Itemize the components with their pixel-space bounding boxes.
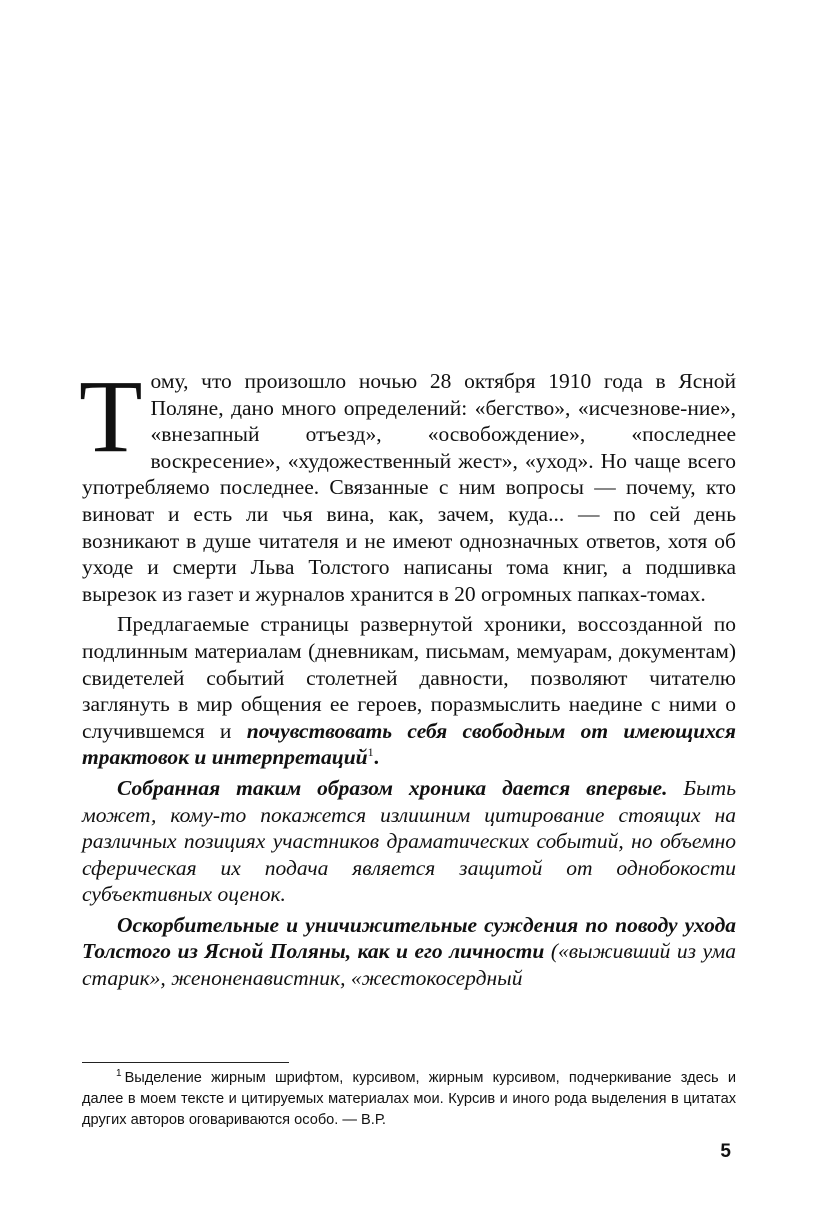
paragraph-1-text: ому, что произошло ночью 28 октября 1910 года в Ясной Поляне, дано много определений: «бегство», «исчезнове-ние», «внезапный отъезд», «освобождение», «последнее воскресение», «художественный жест», «уход». Но чаще всего употребляемо последнее. Связанные с ним вопросы — почему, кто виноват и есть ли чья вина, как, зачем, куда... — по сей день возникают в душе читателя и не имеют однозначных ответов, хотя об уходе и смерти Льва Толстого написаны тома книг, а подшивка вырезок из газет и журналов хранится в 20 огромных папках-томах.: [82, 369, 736, 606]
paragraph-4: [82, 912, 736, 992]
footnote-text: Выделение жирным шрифтом, курсивом, жирным курсивом, подчеркивание здесь и далее в моем тексте и цитируемых материалах мои. Курсив и иного рода выделения в цитатах других авторов оговариваются особо. — В.Р.: [82, 1070, 736, 1128]
footnote: [82, 1068, 736, 1131]
paragraph-3-emphasis: Собранная таким образом хроника дается впервые.: [117, 775, 668, 800]
paragraph-4-text: («выживший из ума старик», женоненавистник, «жестокосердный: [82, 939, 736, 991]
drop-cap: Т: [79, 359, 143, 474]
paragraph-2-end: .: [373, 745, 380, 770]
main-text: [79, 359, 736, 992]
paragraph-4-emphasis: Оскорбительные и уничижительные суждения по поводу ухода Толстого из Ясной Поляны, как и его личности: [82, 912, 736, 964]
paragraph-3: [82, 775, 736, 908]
footnote-number: 1: [116, 1068, 122, 1080]
footnote-reference[interactable]: 1: [367, 745, 374, 760]
paragraph-2-text: Предлагаемые страницы развернутой хроники, воссозданной по подлинным материалам (дневникам, письмам, мемуарам, документам) свидетелей событий столетней давности, позволяют читателю заглянуть в мир общения ее героев, поразмыслить наедине с ними о случившемся и: [82, 612, 736, 743]
paragraph-2-emphasis: почувствовать себя свободным от имеющихся трактовок и интерпретаций: [82, 718, 736, 770]
footnote-divider: [82, 1062, 289, 1063]
paragraph-1: [79, 359, 736, 607]
paragraph-2: [82, 611, 736, 771]
page-number: 5: [720, 1141, 731, 1162]
paragraph-3-text: Быть может, кому-то покажется излишним цитирование стоящих на различных позициях участников драматических событий, но объемно сферическая их подача является защитой от однобокости субъективных оценок.: [82, 775, 736, 907]
